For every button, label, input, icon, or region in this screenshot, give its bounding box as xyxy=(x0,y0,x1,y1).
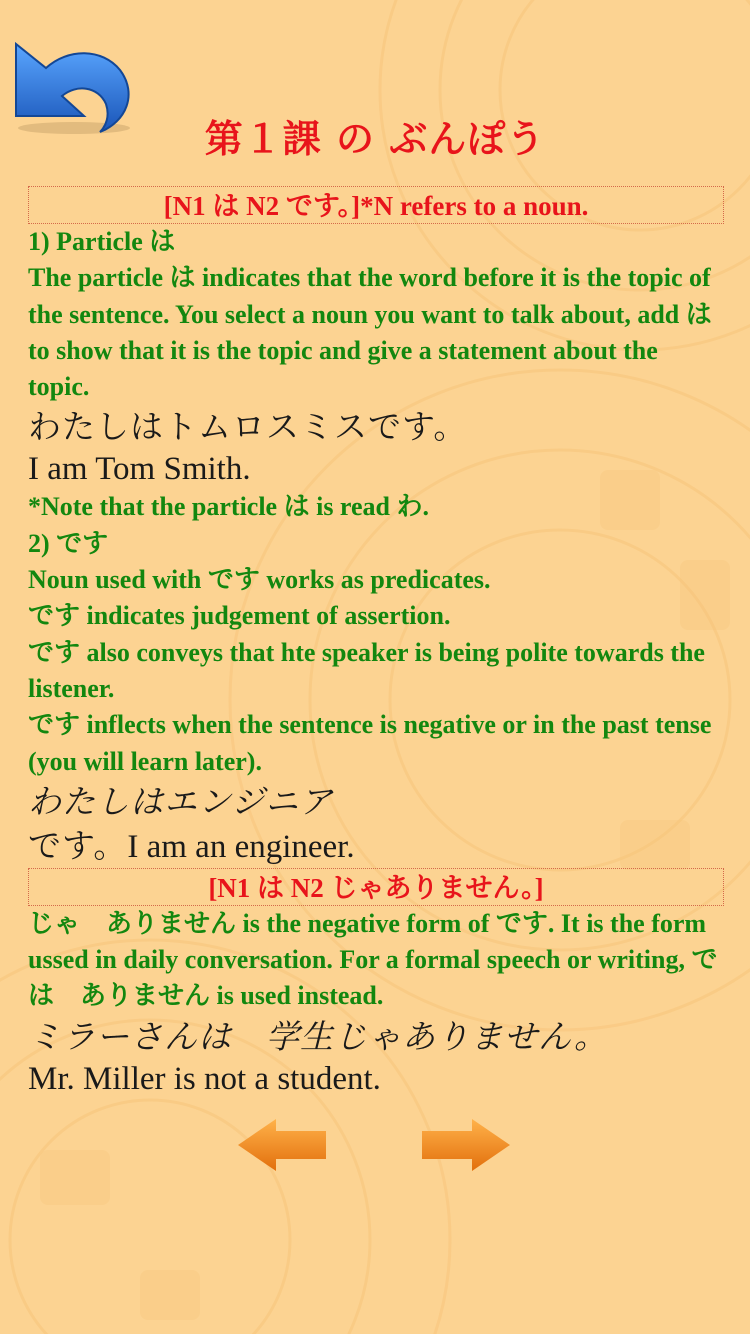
particle-explanation: The particle は indicates that the word before it is the topic of the sentence. You select a noun you want to talk about, add は to show that it is the topic and give a statement about the topic. xyxy=(28,263,712,402)
previous-page-button[interactable] xyxy=(236,1115,332,1175)
desu-explanation-1: Noun used with です works as predicates. xyxy=(28,565,491,595)
left-arrow-icon xyxy=(236,1115,332,1175)
example-english: I am Tom Smith. xyxy=(28,451,251,488)
lesson-content xyxy=(28,186,724,1099)
desu-explanation-2: です indicates judgement of assertion. xyxy=(28,601,451,631)
example2-japanese: わたしはエンジニア xyxy=(28,781,334,821)
example3-english: Mr. Miller is not a student. xyxy=(28,1060,381,1097)
particle-heading: 1) Particle は xyxy=(28,227,176,256)
example2-line xyxy=(28,824,724,868)
example-japanese: わたしはトムロスミスです。 xyxy=(28,407,468,447)
desu-heading: 2) です xyxy=(28,528,109,558)
negative-explanation: じゃ ありません is the negative form of です. It is the form ussed in daily conversation. For a formal speech or writing, では ありません is used instead. xyxy=(28,908,718,1011)
example2-english: I am an engineer. xyxy=(127,828,355,865)
section-header-topic: [N1 は N2 です。]*N refers to a noun. xyxy=(28,186,724,224)
pronunciation-note: *Note that the particle は is read わ. xyxy=(28,492,430,522)
example2-japanese-end: です。 xyxy=(28,825,128,865)
example3-japanese: ミラーさんは 学生じゃありません。 xyxy=(28,1016,608,1056)
page-title: 第１課 の ぶんぽう xyxy=(204,117,546,161)
desu-explanation-3: です also conveys that hte speaker is being polite towards the listener. xyxy=(28,637,705,703)
right-arrow-icon xyxy=(416,1115,512,1175)
next-page-button[interactable] xyxy=(416,1115,512,1175)
desu-explanation-4: です inflects when the sentence is negative or in the past tense (you will learn later). xyxy=(28,710,712,776)
section-header-negative: [N1 は N2 じゃありません。] xyxy=(28,868,724,906)
